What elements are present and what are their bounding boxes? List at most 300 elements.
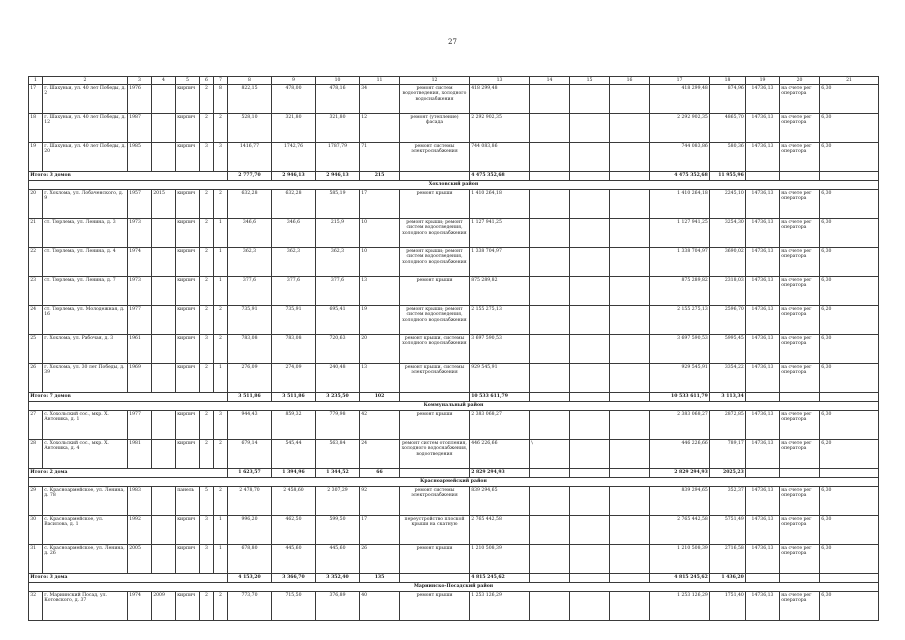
cell-c15 (570, 114, 610, 143)
subtotal-empty (746, 574, 780, 583)
subtotal-a2: 3 511,86 (272, 393, 316, 402)
table-row (29, 364, 879, 393)
cell-c15 (570, 592, 610, 621)
table-row (29, 335, 879, 364)
cell-addr: ст. Тюрлема, ул. Ленина, д. 3 (43, 219, 128, 248)
cell-a2: 715,50 (272, 592, 316, 621)
cell-c19: 14736,13 (746, 248, 780, 277)
subtotal-label: Итого: 3 дома (29, 574, 228, 583)
cell-c18: 5751,49 (710, 516, 746, 545)
cell-cost: 418 299,48 (470, 85, 530, 114)
cell-n: 25 (29, 335, 43, 364)
cell-c15 (570, 85, 610, 114)
cell-c17: 2 765 442,58 (650, 516, 710, 545)
cell-c15 (570, 219, 610, 248)
subtotal-res: 66 (360, 469, 400, 478)
cell-en: 1 (214, 545, 228, 574)
cell-n: 24 (29, 306, 43, 335)
cell-c18: 3254,30 (710, 219, 746, 248)
subtotal-res: 102 (360, 393, 400, 402)
cell-c20: на счете рег оператора (780, 143, 820, 172)
cell-a3: 779,98 (316, 411, 360, 440)
cell-fl: 2 (200, 248, 214, 277)
cell-cost: 1 253 126,29 (470, 592, 530, 621)
table-row (29, 248, 879, 277)
cell-y1: 2005 (128, 545, 152, 574)
cell-c20: на счете рег оператора (780, 306, 820, 335)
cell-res: 40 (360, 592, 400, 621)
cell-fl: 3 (200, 143, 214, 172)
cell-c20: на счете рег оператора (780, 277, 820, 306)
cell-a3: 362,3 (316, 248, 360, 277)
column-number: 2 (43, 77, 128, 85)
cell-y2 (152, 114, 176, 143)
cell-work: ремонт (утепление) фасада (400, 114, 470, 143)
subtotal-cost: 2 829 294,93 (470, 469, 530, 478)
subtotal-empty (780, 172, 820, 181)
cell-y2 (152, 277, 176, 306)
cell-a2: 445,60 (272, 545, 316, 574)
cell-n: 20 (29, 190, 43, 219)
table-row (29, 85, 879, 114)
cell-en: 1 (214, 516, 228, 545)
cell-a3: 321,80 (316, 114, 360, 143)
cell-y1: 1973 (128, 219, 152, 248)
subtotal-a3: 1 344,52 (316, 469, 360, 478)
cell-c20: на счете рег оператора (780, 190, 820, 219)
cell-a1: 678,80 (228, 545, 272, 574)
cell-c14 (530, 411, 570, 440)
cell-res: 71 (360, 143, 400, 172)
cell-fl: 2 (200, 114, 214, 143)
subtotal-empty (570, 172, 610, 181)
subtotal-empty (746, 393, 780, 402)
cell-res: 92 (360, 487, 400, 516)
subtotal-empty (746, 469, 780, 478)
cell-mat: кирпич (176, 306, 200, 335)
cell-y1: 1976 (128, 85, 152, 114)
cell-c18: 874,96 (710, 85, 746, 114)
cell-res: 12 (360, 114, 400, 143)
cell-c14 (530, 277, 570, 306)
cell-y1: 1983 (128, 487, 152, 516)
cell-work: ремонт крыши (400, 190, 470, 219)
cell-c21: 6,30 (820, 516, 879, 545)
subtotal-a1: 1 623,57 (228, 469, 272, 478)
cell-en: 2 (214, 190, 228, 219)
table-row (29, 219, 879, 248)
cell-c17: 929 545,91 (650, 364, 710, 393)
cell-c16 (610, 190, 650, 219)
cell-c19: 14736,13 (746, 277, 780, 306)
cell-mat: панель (176, 487, 200, 516)
cell-c17: 1 410 264,18 (650, 190, 710, 219)
cell-c20: на счете рег оператора (780, 440, 820, 469)
cell-en: 2 (214, 440, 228, 469)
subtotal-empty (746, 172, 780, 181)
cell-mat: кирпич (176, 219, 200, 248)
cell-addr: г. Хохлома, ул. 30 лет Победы, д. 39 (43, 364, 128, 393)
cell-a2: 545,44 (272, 440, 316, 469)
cell-a1: 944,43 (228, 411, 272, 440)
column-number: 8 (228, 77, 272, 85)
subtotal-a2: 2 946,13 (272, 172, 316, 181)
cell-c17: 446 226,66 (650, 440, 710, 469)
subtotal-c17: 4 475 352,68 (650, 172, 710, 181)
cell-y1: 1977 (128, 411, 152, 440)
district-header-row (29, 402, 879, 411)
cell-c14 (530, 190, 570, 219)
cell-a3: 720,63 (316, 335, 360, 364)
cell-c16 (610, 364, 650, 393)
column-number: 11 (360, 77, 400, 85)
cell-a3: 445,60 (316, 545, 360, 574)
cell-c15 (570, 364, 610, 393)
subtotal-empty (780, 393, 820, 402)
cell-c16 (610, 114, 650, 143)
cell-c14 (530, 306, 570, 335)
cell-y2 (152, 85, 176, 114)
cell-c20: на счете рег оператора (780, 487, 820, 516)
cell-n: 17 (29, 85, 43, 114)
cell-a3: 599,50 (316, 516, 360, 545)
table-row (29, 306, 879, 335)
cell-cost: 875 289,82 (470, 277, 530, 306)
cell-c17: 2 292 902,35 (650, 114, 710, 143)
cell-c16 (610, 248, 650, 277)
cell-a2: 321,80 (272, 114, 316, 143)
cell-n: 21 (29, 219, 43, 248)
cell-mat: кирпич (176, 335, 200, 364)
cell-y2 (152, 306, 176, 335)
cell-a1: 377,6 (228, 277, 272, 306)
cell-c18: 3354,22 (710, 364, 746, 393)
column-number-row (29, 77, 879, 85)
cell-cost: 1 210 508,39 (470, 545, 530, 574)
cell-work: переустройство плоской крыши на скатную (400, 516, 470, 545)
cell-n: 23 (29, 277, 43, 306)
cell-mat: кирпич (176, 190, 200, 219)
cell-c15 (570, 335, 610, 364)
column-number: 7 (214, 77, 228, 85)
cell-cost: 3 697 590,53 (470, 335, 530, 364)
cell-a3: 563,84 (316, 440, 360, 469)
column-number: 10 (316, 77, 360, 85)
subtotal-empty (610, 469, 650, 478)
cell-cost: 2 383 068,27 (470, 411, 530, 440)
cell-c20: на счете рег оператора (780, 219, 820, 248)
district-name: Красноармейский район (29, 478, 879, 487)
cell-a1: 773,70 (228, 592, 272, 621)
table-row (29, 516, 879, 545)
cell-y2 (152, 364, 176, 393)
cell-cost: 1 410 264,18 (470, 190, 530, 219)
cell-y1: 1957 (128, 190, 152, 219)
subtotal-c18: 1 436,20 (710, 574, 746, 583)
subtotal-label: Итого: 2 дома (29, 469, 228, 478)
table-row (29, 411, 879, 440)
cell-res: 10 (360, 248, 400, 277)
cell-fl: 2 (200, 85, 214, 114)
cell-a3: 585,19 (316, 190, 360, 219)
cell-y1: 1987 (128, 114, 152, 143)
cell-n: 18 (29, 114, 43, 143)
cell-en: 3 (214, 143, 228, 172)
cell-c21: 6,30 (820, 190, 879, 219)
subtotal-a2: 1 394,96 (272, 469, 316, 478)
cell-c20: на счете рег оператора (780, 545, 820, 574)
cell-addr: г. Хохлома, ул. Лобаченского, д. 9 (43, 190, 128, 219)
cell-addr: г. Мариинский Посад, ул. Котовского, д. 37 (43, 592, 128, 621)
cell-fl: 2 (200, 190, 214, 219)
cell-en: 1 (214, 248, 228, 277)
cell-y1: 1981 (128, 440, 152, 469)
cell-fl: 2 (200, 277, 214, 306)
cell-addr: г. Шахуньи, ул. 40 лет Победы, д. 12 (43, 114, 128, 143)
cell-a3: 215,9 (316, 219, 360, 248)
cell-addr: с. Красноармейское, ул. Ленина, д. 26 (43, 545, 128, 574)
cell-c15 (570, 277, 610, 306)
subtotal-empty (570, 469, 610, 478)
cell-res: 42 (360, 411, 400, 440)
cell-n: 31 (29, 545, 43, 574)
cell-cost: 929 545,91 (470, 364, 530, 393)
subtotal-c17: 2 829 294,93 (650, 469, 710, 478)
cell-c14 (530, 248, 570, 277)
cell-c17: 875 289,82 (650, 277, 710, 306)
cell-mat: кирпич (176, 592, 200, 621)
column-number: 4 (152, 77, 176, 85)
cell-c15 (570, 143, 610, 172)
cell-c16 (610, 306, 650, 335)
subtotal-empty (820, 469, 879, 478)
cell-c14 (530, 143, 570, 172)
cell-a1: 632,28 (228, 190, 272, 219)
column-number: 16 (610, 77, 650, 85)
district-header-row (29, 181, 879, 190)
cell-c18: 4865,70 (710, 114, 746, 143)
cell-c21: 6,20 (820, 440, 879, 469)
cell-work: ремонт системы электроснабжения (400, 487, 470, 516)
column-number: 20 (780, 77, 820, 85)
cell-a2: 362,3 (272, 248, 316, 277)
cell-fl: 2 (200, 306, 214, 335)
cell-c21: 6,30 (820, 114, 879, 143)
cell-res: 10 (360, 219, 400, 248)
subtotal-empty (570, 393, 610, 402)
cell-a3: 2 307,29 (316, 487, 360, 516)
cell-addr: ст. Тюрлема, ул. Молодежная, д. 16 (43, 306, 128, 335)
subtotal-row (29, 393, 879, 402)
cell-addr: с. Хохольский сос., мкр. Х. Антоника, д. 4 (43, 440, 128, 469)
column-number: 14 (530, 77, 570, 85)
cell-mat: кирпич (176, 248, 200, 277)
cell-c17: 3 697 590,53 (650, 335, 710, 364)
cell-y1: 1974 (128, 248, 152, 277)
cell-en: 2 (214, 592, 228, 621)
cell-c14 (530, 545, 570, 574)
cell-c16 (610, 440, 650, 469)
cell-n: 22 (29, 248, 43, 277)
subtotal-empty (530, 574, 570, 583)
cell-mat: кирпич (176, 440, 200, 469)
subtotal-c18: 11 955,96 (710, 172, 746, 181)
cell-addr: г. Шахуньи, ул. 40 лет Победы, д. 20 (43, 143, 128, 172)
cell-c19: 14736,13 (746, 364, 780, 393)
cell-work: ремонт крыши; ремонт систем водоотведения, холодного водоснабжения (400, 219, 470, 248)
cell-y1: 1969 (128, 364, 152, 393)
cell-work: ремонт систем отопления, холодного водоснабжения, водоотведения (400, 440, 470, 469)
cell-addr: ст. Тюрлема, ул. Ленина, д. 4 (43, 248, 128, 277)
cell-work: ремонт системы электроснабжения (400, 143, 470, 172)
cell-addr: с. Красноармейское, ул. Ленина, д. 78 (43, 487, 128, 516)
cell-en: 2 (214, 335, 228, 364)
cell-c18: 2245,10 (710, 190, 746, 219)
cell-c14 (530, 487, 570, 516)
cell-res: 34 (360, 85, 400, 114)
cell-a2: 783,08 (272, 335, 316, 364)
cell-c16 (610, 487, 650, 516)
cell-y2 (152, 440, 176, 469)
cell-c21: 6,30 (820, 545, 879, 574)
cell-work: ремонт крыши (400, 545, 470, 574)
cell-c20: на счете рег оператора (780, 335, 820, 364)
cell-c15 (570, 545, 610, 574)
subtotal-empty (780, 469, 820, 478)
column-number: 21 (820, 77, 879, 85)
cell-c15 (570, 516, 610, 545)
column-number: 3 (128, 77, 152, 85)
district-header-row (29, 478, 879, 487)
cell-fl: 3 (200, 516, 214, 545)
subtotal-empty (400, 574, 470, 583)
cell-c17: 2 383 068,27 (650, 411, 710, 440)
cell-cost: 1 338 704,97 (470, 248, 530, 277)
column-number: 19 (746, 77, 780, 85)
cell-mat: кирпич (176, 364, 200, 393)
cell-addr: ст. Тюрлема, ул. Ленина, д. 7 (43, 277, 128, 306)
cell-c20: на счете рег оператора (780, 248, 820, 277)
cell-c14 (530, 219, 570, 248)
table-row (29, 592, 879, 621)
cell-c21: 6,30 (820, 248, 879, 277)
cell-fl: 2 (200, 411, 214, 440)
subtotal-row (29, 172, 879, 181)
cell-a2: 1742,76 (272, 143, 316, 172)
table-row (29, 190, 879, 219)
cell-c16 (610, 335, 650, 364)
cell-fl: 2 (200, 592, 214, 621)
cell-a2: 2 458,60 (272, 487, 316, 516)
cell-y1: 1977 (128, 306, 152, 335)
cell-n: 19 (29, 143, 43, 172)
district-name: Коммунальный район (29, 402, 879, 411)
cell-a3: 240,48 (316, 364, 360, 393)
cell-y1: 1973 (128, 277, 152, 306)
cell-c17: 744 083,86 (650, 143, 710, 172)
cell-en: 2 (214, 487, 228, 516)
cell-c21: 6,30 (820, 487, 879, 516)
subtotal-empty (570, 574, 610, 583)
subtotal-empty (820, 393, 879, 402)
cell-y2 (152, 411, 176, 440)
cell-c20: на счете рег оператора (780, 364, 820, 393)
cell-c19: 14736,13 (746, 545, 780, 574)
cell-n: 27 (29, 411, 43, 440)
cell-y1: 1974 (128, 592, 152, 621)
cell-work: ремонт систем водоотведения, холодного водоснабжения (400, 85, 470, 114)
cell-c15 (570, 190, 610, 219)
table-row (29, 487, 879, 516)
cell-n: 32 (29, 592, 43, 621)
subtotal-empty (820, 574, 879, 583)
cell-work: ремонт крыши, системы электроснабжения (400, 364, 470, 393)
cell-c19: 14736,13 (746, 516, 780, 545)
column-number: 12 (400, 77, 470, 85)
cell-work: ремонт крыши (400, 592, 470, 621)
cell-work: ремонт крыши, системы холодного водоснабжения (400, 335, 470, 364)
cell-res: 24 (360, 440, 400, 469)
cell-fl: 3 (200, 335, 214, 364)
cell-y2 (152, 335, 176, 364)
cell-c16 (610, 143, 650, 172)
cell-a2: 377,6 (272, 277, 316, 306)
subtotal-empty (780, 574, 820, 583)
cell-res: 26 (360, 545, 400, 574)
cell-cost: 446 226,66 (470, 440, 530, 469)
cell-c14 (530, 516, 570, 545)
cell-c20: на счете рег оператора (780, 85, 820, 114)
table-row (29, 440, 879, 469)
cell-a1: 1416,77 (228, 143, 272, 172)
subtotal-empty (530, 172, 570, 181)
cell-a1: 276,09 (228, 364, 272, 393)
subtotal-a3: 2 946,13 (316, 172, 360, 181)
cell-y2: 2015 (152, 190, 176, 219)
cell-addr: г. Хохлома, ул. Рабочая, д. 3 (43, 335, 128, 364)
subtotal-a2: 3 366,70 (272, 574, 316, 583)
cell-n: 29 (29, 487, 43, 516)
subtotal-c17: 4 815 245,62 (650, 574, 710, 583)
cell-c15 (570, 411, 610, 440)
subtotal-cost: 4 475 352,68 (470, 172, 530, 181)
page-number: 27 (448, 38, 457, 46)
cell-cost: 2 765 442,58 (470, 516, 530, 545)
cell-cost: 2 155 275,13 (470, 306, 530, 335)
cell-fl: 3 (200, 545, 214, 574)
cell-addr: с. Хохольский сос., мкр. Х. Антоника, д. 1 (43, 411, 128, 440)
cell-c19: 14736,13 (746, 335, 780, 364)
table-row (29, 277, 879, 306)
cell-c19: 14736,13 (746, 219, 780, 248)
cell-c14 (530, 335, 570, 364)
cell-c18: 5995,45 (710, 335, 746, 364)
cell-fl: 2 (200, 219, 214, 248)
cell-c18: 2318,03 (710, 277, 746, 306)
cell-y2 (152, 219, 176, 248)
cell-a2: 859,32 (272, 411, 316, 440)
cell-a1: 362,3 (228, 248, 272, 277)
district-name: Мариинско-Посадский район (29, 583, 879, 592)
cell-y2 (152, 487, 176, 516)
cell-c21: 6,30 (820, 143, 879, 172)
cell-c16 (610, 85, 650, 114)
cell-c20: на счете рег оператора (780, 592, 820, 621)
cell-c17: 418 299,48 (650, 85, 710, 114)
column-number: 6 (200, 77, 214, 85)
cell-a3: 377,6 (316, 277, 360, 306)
cell-c19: 14736,13 (746, 114, 780, 143)
